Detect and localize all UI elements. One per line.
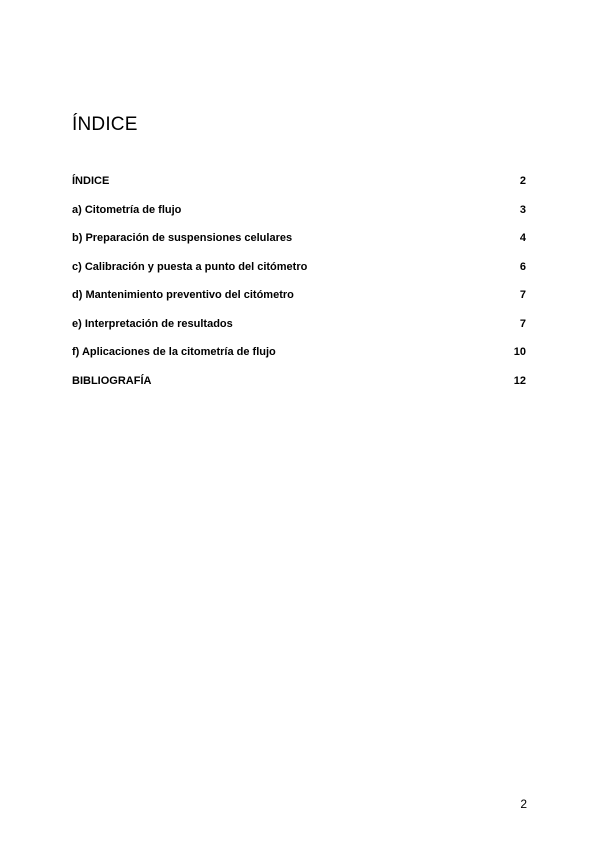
toc-entry-page-number: 10 <box>513 346 526 358</box>
toc-entry-label: BIBLIOGRAFÍA <box>72 374 152 387</box>
table-of-contents <box>72 175 526 403</box>
toc-entry-page-number: 4 <box>519 232 526 244</box>
toc-entry-label: ÍNDICE <box>72 175 110 187</box>
footer-page-number: 2 <box>520 797 527 811</box>
toc-entry-bibliografia[interactable] <box>72 375 526 404</box>
page-title: ÍNDICE <box>72 114 138 135</box>
toc-entry-aplicaciones[interactable] <box>72 346 526 375</box>
toc-entry-label: d) Mantenimiento preventivo del citómetro <box>72 289 294 301</box>
toc-entry-label: a) Citometría de flujo <box>72 203 182 216</box>
toc-entry-label: e) Interpretación de resultados <box>72 317 233 330</box>
toc-entry-calibracion[interactable] <box>72 261 526 290</box>
toc-entry-page-number: 7 <box>519 317 526 330</box>
toc-entry-page-number: 6 <box>519 260 526 273</box>
toc-entry-label: b) Preparación de suspensiones celulares <box>72 232 293 244</box>
toc-entry-indice[interactable] <box>72 175 526 204</box>
toc-entry-label: f) Aplicaciones de la citometría de flujo <box>72 346 276 358</box>
toc-entry-page-number: 2 <box>519 175 526 187</box>
toc-entry-preparacion-suspensiones[interactable] <box>72 232 526 261</box>
toc-entry-page-number: 12 <box>513 374 526 387</box>
toc-entry-page-number: 7 <box>519 289 526 301</box>
toc-entry-mantenimiento[interactable] <box>72 289 526 318</box>
toc-entry-label: c) Calibración y puesta a punto del citómetro <box>72 260 308 273</box>
toc-entry-citometria-de-flujo[interactable] <box>72 204 526 233</box>
toc-entry-interpretacion[interactable] <box>72 318 526 347</box>
toc-entry-page-number: 3 <box>519 203 526 216</box>
